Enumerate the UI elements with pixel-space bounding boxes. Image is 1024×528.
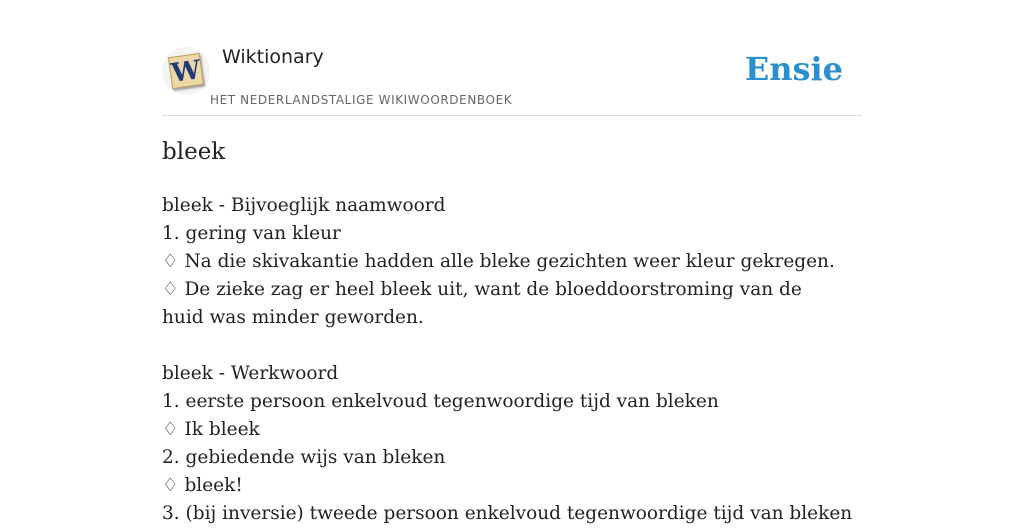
example-line: ♢ Na die skivakantie hadden alle bleke gezichten weer kleur gekregen. xyxy=(162,251,835,272)
wiktionary-w-icon: W xyxy=(168,53,204,89)
ensie-brand-link[interactable]: Ensie xyxy=(744,50,843,88)
section-spacer xyxy=(162,332,842,360)
site-name[interactable]: Wiktionary xyxy=(222,46,324,68)
header-divider xyxy=(162,115,862,116)
definition-content xyxy=(162,192,853,528)
site-tagline: HET NEDERLANDSTALIGE WIKIWOORDENBOEK xyxy=(210,93,513,107)
definition-line: 1. eerste persoon enkelvoud tegenwoordige tijd van bleken xyxy=(162,391,719,412)
page-container xyxy=(162,0,862,524)
example-line: ♢ bleek! xyxy=(162,475,243,496)
section-heading-verb: bleek - Werkwoord xyxy=(162,363,339,384)
definition-line: 3. (bij inversie) tweede persoon enkelvoud tegenwoordige tijd van bleken xyxy=(162,503,853,524)
section-heading-adjective: bleek - Bijvoeglijk naamwoord xyxy=(162,195,446,216)
wiktionary-logo[interactable] xyxy=(162,47,210,95)
definition-line: 2. gebiedende wijs van bleken xyxy=(162,447,446,468)
example-line: ♢ Ik bleek xyxy=(162,419,260,440)
definition-line: 1. gering van kleur xyxy=(162,223,341,244)
example-line: ♢ De zieke zag er heel bleek uit, want de bloeddoorstroming van de huid was minder geworden. xyxy=(162,279,802,328)
page-title: bleek xyxy=(162,139,226,165)
